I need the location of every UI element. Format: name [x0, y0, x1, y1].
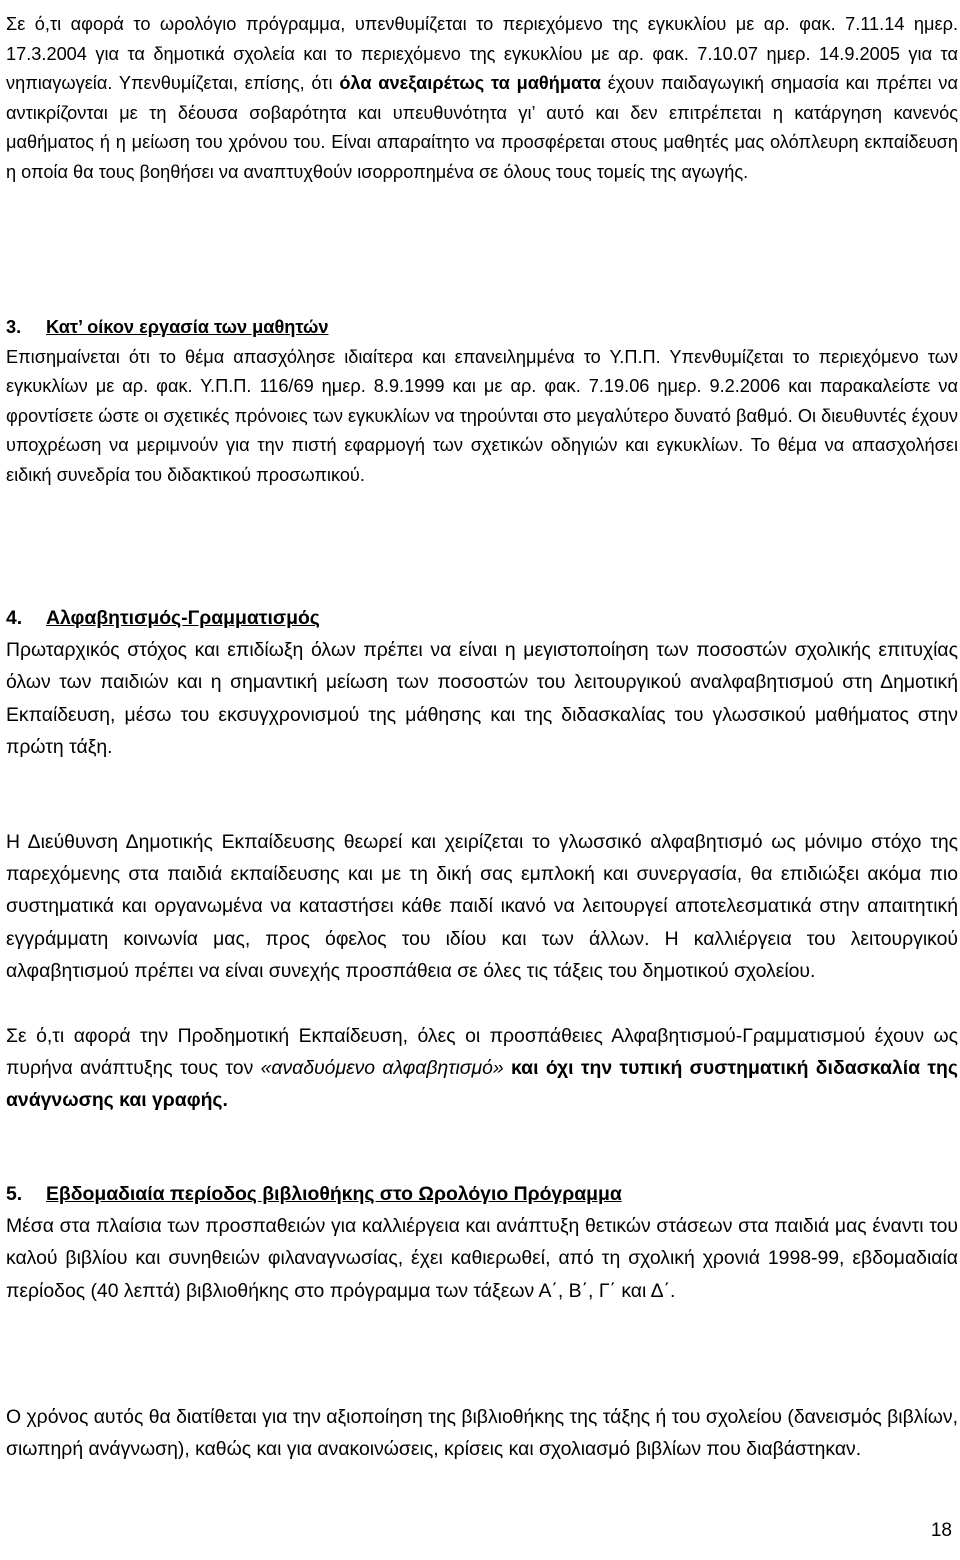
intro-text-b: έχουν παιδαγωγική σημασία και πρέπει να αντικρίζονται με τη δέουσα σοβαρότητα και υπευθυνότητα γι’ αυτό και δεν επιτρέπεται η κατάργηση κανενός μαθήματος ή η μείωση του χρόνου του. Είναι απαραίτητο να προσφέρεται στους μαθητές μας ολόπλευρη εκπαίδευση η οποία θα τους βοηθήσει να αναπτυχθούν ισορροπημένα σε όλους τους τομείς της αγωγής. — [6, 73, 958, 182]
intro-paragraph — [6, 10, 958, 188]
section-5-paragraph-2: Ο χρόνος αυτός θα διατίθεται για την αξιοποίηση της βιβλιοθήκης της τάξης ή του σχολείου (δανεισμός βιβλίων, σιωπηρή ανάγνωση), καθώς και για ανακοινώσεις, κρίσεις και σχολιασμό βιβλίων που διαβάστηκαν. — [6, 1406, 958, 1461]
section-4-paragraph-3 — [6, 1020, 958, 1117]
section-5-paragraph-1: Μέσα στα πλαίσια των προσπαθειών για καλλιέργεια και ανάπτυξη θετικών στάσεων στα παιδιά μας έναντι του καλού βιβλίου και συνηθειών φιλαναγνωσίας, έχει καθιερωθεί, από τη σχολική χρονιά 1998-99, εβδομαδιαία περίοδος (40 λεπτά) βιβλιοθήκης στο πρόγραμμα των τάξεων Α΄, Β΄, Γ΄ και Δ΄. — [6, 1215, 958, 1302]
intro-bold-text: όλα ανεξαιρέτως τα μαθήματα — [339, 73, 601, 94]
section-5-heading — [6, 1178, 958, 1210]
section-4-p3-italic: «αναδυόμενο αλφαβητισμό» — [260, 1057, 504, 1080]
section-5-title: Εβδομαδιαία περίοδος βιβλιοθήκης στο Ωρολόγιο Πρόγραμμα — [46, 1183, 622, 1205]
section-5 — [6, 1178, 958, 1307]
intro-paragraph-block — [6, 10, 958, 188]
section-4-paragraph-2: Η Διεύθυνση Δημοτικής Εκπαίδευσης θεωρεί και χειρίζεται το γλωσσικό αλφαβητισμό ως μόνιμο στόχο της παρεχόμενης στα παιδιά εκπαίδευσης και με τη δική σας εμπλοκή και συνεργασία, θα επιδιώξει ακόμα πιο συστηματικά και οργανωμένα να καταστήσει κάθε παιδί ικανό να λειτουργεί αποτελεσματικά στην απαιτητική εγγράμματη κοινωνία μας, προς όφελος του ιδίου και των άλλων. Η καλλιέργεια του λειτουργικού αλφαβητισμού πρέπει να είναι συνεχής προσπάθεια σε όλες τις τάξεις του δημοτικού σχολείου. — [6, 831, 958, 982]
page-number: 18 — [930, 1520, 952, 1541]
section-4-paragraph-3-block — [6, 1020, 958, 1117]
section-5-paragraph-2-block — [6, 1401, 958, 1465]
intro-text-a: Σε ό,τι αφορά το ωρολόγιο πρόγραμμα, υπενθυμίζεται το περιεχόμενο της εγκυκλίου με αρ. φακ. 7.11.14 ημερ. 17.3.2004 για τα δημοτικά σχολεία και το περιεχόμενο της εγκυκλίου με αρ. φακ. 7.10.07 ημερ. 14.9.2005 για τα νηπιαγωγεία. Υπενθυμίζεται, επίσης, ότι — [6, 14, 958, 94]
section-4-number: 4. — [6, 607, 23, 629]
section-3-title: Κατ’ οίκον εργασία των μαθητών — [46, 317, 329, 337]
section-4-paragraph-2-block — [6, 826, 958, 987]
section-3-number: 3. — [6, 317, 22, 337]
section-5-number: 5. — [6, 1183, 23, 1205]
section-4-p3-text: Σε ό,τι αφορά την Προδημοτική Εκπαίδευση, όλες οι προσπάθειες Αλφαβητισμού-Γραμματισμού έχουν ως πυρήνα ανάπτυξης τους τον — [6, 1025, 958, 1080]
section-3-body: Επισημαίνεται ότι το θέμα απασχόλησε ιδιαίτερα και επανειλημμένα το Υ.Π.Π. Υπενθυμίζεται το περιεχόμενο των εγκυκλίων με αρ. φακ. Υ.Π.Π. 116/69 ημερ. 8.9.1999 και με αρ. φακ. 7.19.06 ημερ. 9.2.2006 και παρακαλείστε να φροντίσετε ώστε οι σχετικές πρόνοιες των εγκυκλίων να τηρούνται στο μεγαλύτερο δυνατό βαθμό. Οι διευθυντές έχουν υποχρέωση να μεριμνούν για την πιστή εφαρμογή των σχετικών οδηγιών και εγκυκλίων. Το θέμα να απασχολήσει ειδική συνεδρία του διδακτικού προσωπικού. — [6, 346, 958, 485]
section-4-p3-bold: και όχι την τυπική συστηματική διδασκαλία της ανάγνωσης και γραφής. — [6, 1057, 958, 1112]
section-4-paragraph-1: Πρωταρχικός στόχος και επιδίωξη όλων πρέπει να είναι η μεγιστοποίηση των ποσοστών σχολικής επιτυχίας όλων των παιδιών και η σημαντική μείωση των ποσοστών του λειτουργικού αναλφαβητισμού στη Δημοτική Εκπαίδευση, μέσω του εκσυγχρονισμού της μάθησης και της διδασκαλίας του γλωσσικού μαθήματος στην πρώτη τάξη. — [6, 639, 958, 758]
section-4-title: Αλφαβητισμός-Γραμματισμός — [46, 607, 320, 629]
section-3 — [6, 313, 958, 491]
section-4 — [6, 602, 958, 763]
section-3-heading — [6, 313, 958, 343]
section-4-heading — [6, 602, 958, 634]
